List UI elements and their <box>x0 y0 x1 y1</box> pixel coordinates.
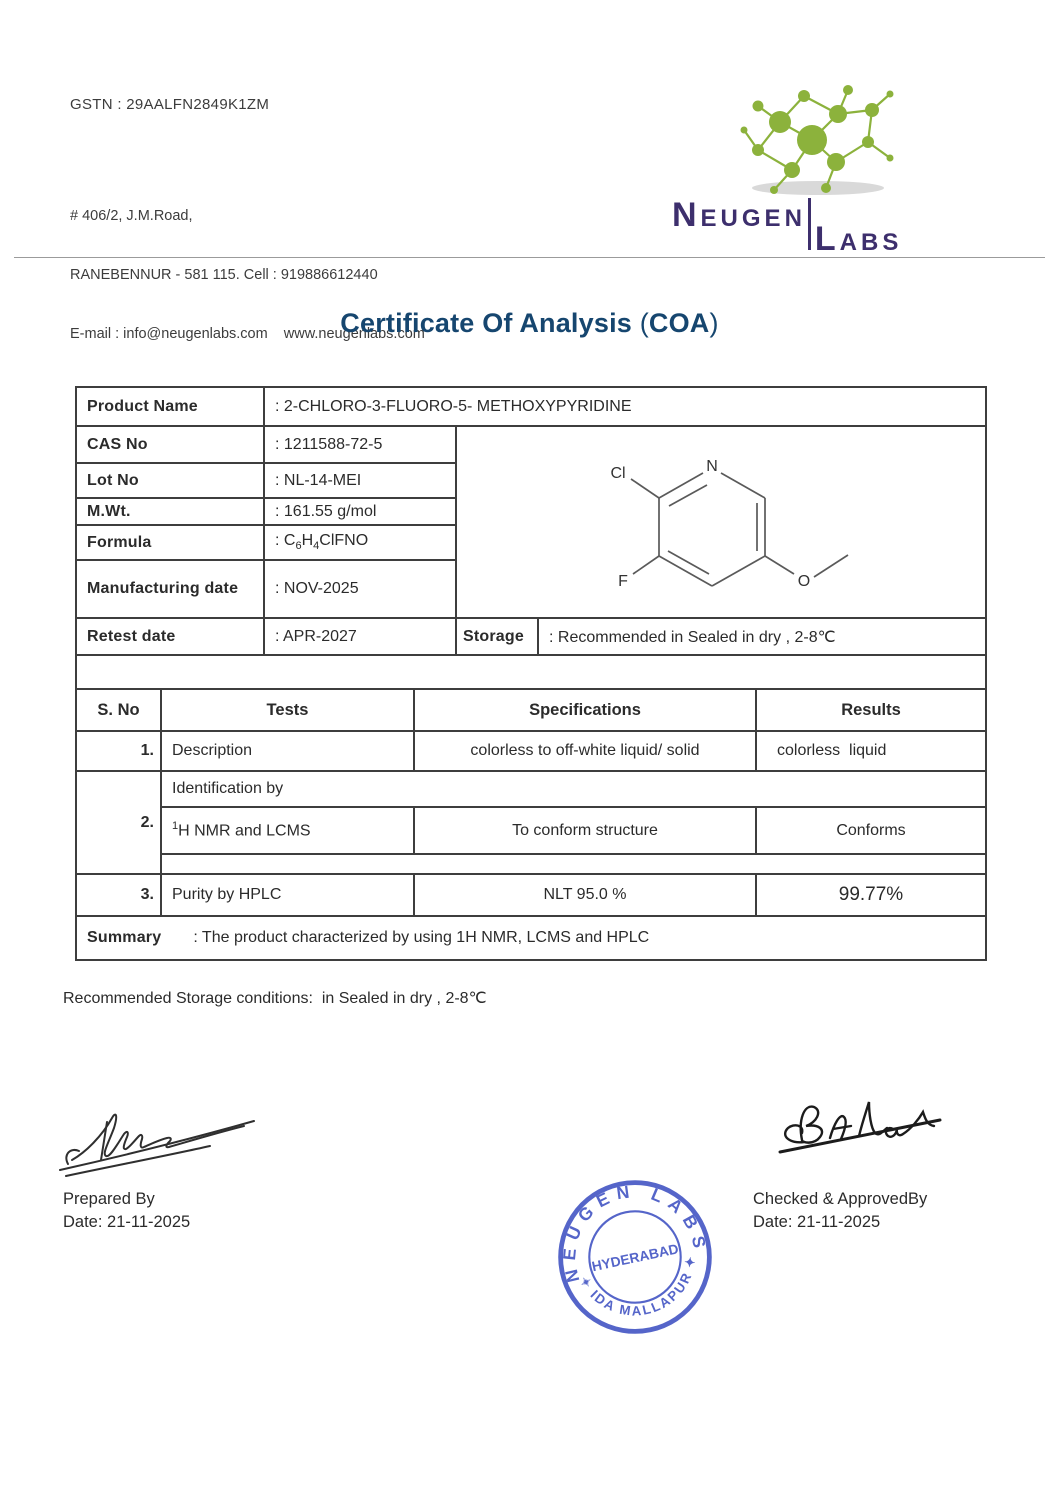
address-line-1: # 406/2, J.M.Road, <box>70 208 193 225</box>
formula-subscript: 4 <box>313 540 320 553</box>
title-abbr: COA <box>648 308 710 338</box>
title-main: Certificate Of Analysis <box>340 308 632 338</box>
prepared-by-title: Prepared By <box>63 1190 155 1208</box>
row2-spec: To conform structure <box>414 807 756 854</box>
row2-test <box>161 807 414 854</box>
table-row <box>76 854 986 874</box>
table-row <box>76 771 986 807</box>
stamp-arc-top-text: NEUGEN LABS <box>558 1180 712 1285</box>
logo-word-neugen: Neugen <box>672 196 806 234</box>
product-name-value: : 2-CHLORO-3-FLUORO-5- METHOXYPYRIDINE <box>264 387 986 426</box>
summary-text: : The product characterized by using 1H NMR, LCMS and HPLC <box>193 929 650 946</box>
retest-date-label: Retest date <box>76 618 264 655</box>
formula-subscript: 6 <box>295 540 302 553</box>
row1-number: 1. <box>76 731 161 771</box>
table-row <box>76 618 986 655</box>
lot-no-value: : NL-14-MEI <box>264 463 456 498</box>
stamp-arc-bottom-text: ✦ IDA MALLAPUR ✦ <box>576 1253 699 1319</box>
title-paren-open: ( <box>639 308 649 338</box>
col-header-tests: Tests <box>161 689 414 731</box>
storage-conditions-note: Recommended Storage conditions: in Sealed in dry , 2-8℃ <box>63 990 487 1007</box>
prepared-by-signature <box>58 1102 258 1182</box>
row1-test: Description <box>161 731 414 771</box>
summary-cell <box>76 916 986 960</box>
document-body <box>75 386 985 961</box>
title-paren-close: ) <box>709 308 719 338</box>
prepared-by-date: Date: 21-11-2025 <box>63 1212 191 1231</box>
col-header-sno: S. No <box>76 689 161 731</box>
address-line-2: RANEBENNUR - 581 115. Cell : 919886612440 <box>70 266 378 283</box>
row2-number: 2. <box>76 771 161 874</box>
logo-word-labs: Labs <box>814 220 903 258</box>
empty-cell <box>161 854 986 874</box>
tests-table <box>75 688 987 961</box>
formula-part: ClFNO <box>319 532 369 550</box>
cas-no-label: CAS No <box>76 426 264 463</box>
formula-label: Formula <box>76 525 264 560</box>
approved-by-date: Date: 21-11-2025 <box>753 1212 881 1231</box>
summary-label: Summary <box>87 929 162 946</box>
row3-spec: NLT 95.0 % <box>414 874 756 916</box>
stamp-center-text: HYDERABAD <box>590 1240 680 1275</box>
row2-test-text: H NMR and LCMS <box>178 822 311 840</box>
chemical-structure-drawing <box>561 434 881 606</box>
formula-part: H <box>301 532 314 550</box>
chemical-structure-cell <box>456 426 986 618</box>
table-row <box>76 807 986 854</box>
neugen-labs-logo <box>672 78 962 256</box>
row2-result: Conforms <box>756 807 986 854</box>
approved-by-title: Checked & ApprovedBy <box>753 1190 928 1208</box>
lot-no-label: Lot No <box>76 463 264 498</box>
tests-header-row <box>76 689 986 731</box>
atom-f-label: F <box>618 572 628 590</box>
col-header-results: Results <box>756 689 986 731</box>
company-address <box>70 168 425 383</box>
cas-no-value: : 1211588-72-5 <box>264 426 456 463</box>
mwt-value: : 161.55 g/mol <box>264 498 456 525</box>
company-round-stamp <box>550 1172 720 1342</box>
row1-spec: colorless to off-white liquid/ solid <box>414 731 756 771</box>
product-info-table <box>75 386 987 690</box>
logo-divider-bar <box>808 198 811 250</box>
mfg-date-value: : NOV-2025 <box>264 560 456 618</box>
row3-number: 3. <box>76 874 161 916</box>
spacer-row <box>76 655 986 689</box>
retest-date-value: : APR-2027 <box>264 618 456 655</box>
address-line-3: E-mail : info@neugenlabs.com www.neugenlabs.com <box>70 325 425 342</box>
atom-n-label: N <box>706 457 718 475</box>
table-row <box>76 731 986 771</box>
atom-o-label: O <box>797 572 811 590</box>
molecule-network-icon <box>734 78 902 196</box>
logo-wordmark <box>672 198 962 256</box>
mwt-label: M.Wt. <box>76 498 264 525</box>
summary-row <box>76 916 986 960</box>
mfg-date-label: Manufacturing date <box>76 560 264 618</box>
row2-identification: Identification by <box>161 771 986 807</box>
nmr-superscript: 1 <box>172 820 179 833</box>
formula-value <box>264 525 456 560</box>
approved-by-signature <box>768 1092 958 1167</box>
empty-cell <box>76 655 986 689</box>
gstn-number: GSTN : 29AALFN2849K1ZM <box>70 96 270 113</box>
approved-by-block <box>753 1188 927 1234</box>
storage-label: Storage <box>456 618 538 655</box>
row1-result: colorless liquid <box>756 731 986 771</box>
atom-cl-label: Cl <box>610 464 626 482</box>
product-name-label: Product Name <box>76 387 264 426</box>
page-title <box>0 308 1059 339</box>
table-row <box>76 387 986 426</box>
storage-value: : Recommended in Sealed in dry , 2-8℃ <box>538 618 986 655</box>
table-row <box>76 874 986 916</box>
row3-result: 99.77% <box>756 874 986 916</box>
formula-part: : C <box>275 532 296 550</box>
table-row <box>76 426 986 463</box>
prepared-by-block <box>63 1188 190 1234</box>
header-divider-line <box>14 257 1045 258</box>
row3-test: Purity by HPLC <box>161 874 414 916</box>
col-header-specifications: Specifications <box>414 689 756 731</box>
